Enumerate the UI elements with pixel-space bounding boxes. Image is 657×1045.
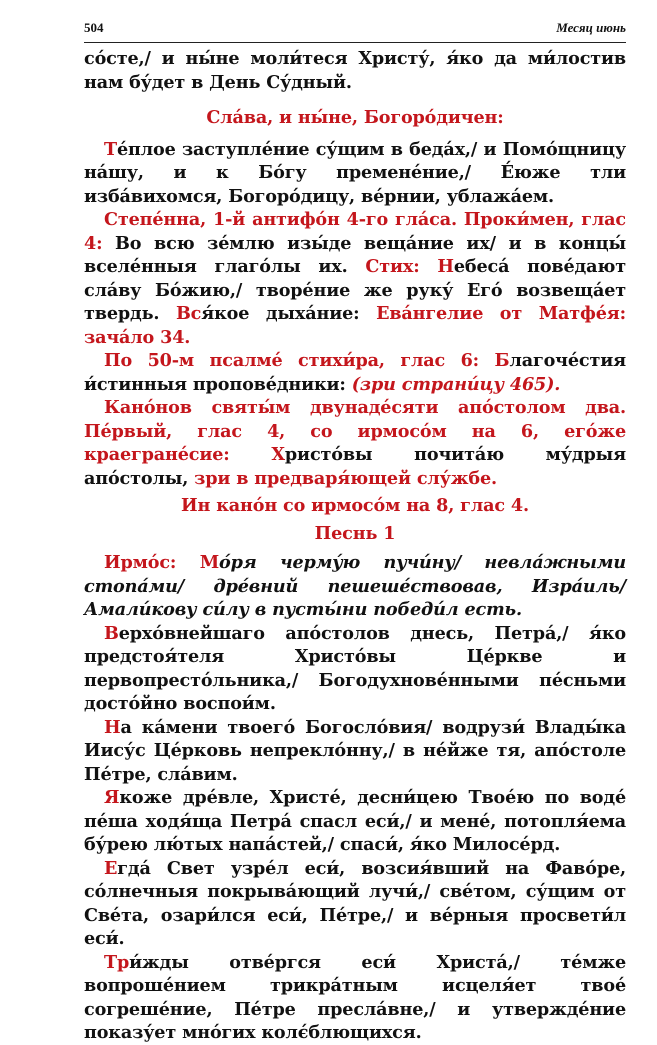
paragraph-irmos: Ирмо́с: Мо́ря черму́ю пучи́ну/ невла́жными стопа́ми/ дре́вний пешеше́ствовав, Изра́иль/ Амали́кову си́лу в пусты́ни победи́л есть. [84, 552, 626, 620]
heading-ode-1: Песнь 1 [314, 522, 396, 544]
paragraph-troparion-4: Егда́ Свет узре́л еси́, возсия́вший на Фаво́ре, со́лнечныя покрыва́ющий лучи́,/ све́том, су́щим от Све́та, озари́лся еси́, Пе́тре,/ и ве́рныя просвети́л еси́. [84, 857, 626, 949]
paragraph-troparion-1: Верхо́внейшаго апо́столов днесь, Петра́,/ я́ко предстоя́теля Христо́вы Це́ркве и первопресто́льника,/ Богодухнове́нными пе́сньми досто́йно воспои́м. [84, 622, 626, 714]
paragraph-troparion-2: На ка́мени твоего́ Богосло́вия/ водрузи́ Влады́ка Иису́с Це́рковь непрекло́нну,/ в не́йже тя, апо́столе Пе́тре, сла́вим. [84, 716, 626, 785]
paragraph-troparion-5: Три́жды отве́ргся еси́ Христа́,/ те́мже вопроше́нием трикра́тным исцеля́ет твое́ согреше́ние, Пе́тре пресла́вне,/ и утвержде́ние показу́ет мно́гих колє́блющихся. [84, 951, 626, 1043]
page-number: 504 [84, 20, 104, 35]
paragraph-prokimen: Степе́нна, 1-й антифо́н 4-го гла́са. Проки́мен, глас 4: Во всю зе́млю изы́де веща́ние их/ и в концы́ вселе́нныя глаго́лы их. Стих: Небеса́ пове́дают сла́ву Бо́жию,/ творе́ние же руку́ Его́ возвеща́ет твердь. Вся́кое дыха́ние: Ева́нгелие от Матфе́я: зача́ло 34. [84, 209, 626, 348]
paragraph-troparion-3: Якоже дре́вле, Христе́, десни́цею Твое́ю по воде́ пе́ша ходя́ща Петра́ спасл еси́,/ и мене́, потопля́ема бу́рею лю́тых напа́стей,/ спаси́, я́ко Милосе́рд. [84, 787, 626, 855]
page [84, 20, 626, 1045]
paragraph-canons: Кано́нов святы́м двунаде́сяти апо́столом два. Пе́рвый, глас 4, со ирмосо́м на 6, его́же краегране́сие: Христо́вы почита́ю му́дрыя апо́столы, зри в предваря́ющей слу́жбе. [84, 397, 626, 489]
heading-other-canon: Ин кано́н со ирмосо́м на 8, глас 4. [181, 495, 529, 516]
running-title: Месяц июнь [556, 20, 626, 35]
paragraph-1: со́сте,/ и ны́не моли́теся Христу́, я́ко да ми́лостив нам бу́дет в День Су́дный. [84, 48, 626, 93]
paragraph-theotokion: Те́плое заступле́ние су́щим в беда́х,/ и Помо́щницу на́шу, и к Бо́гу премене́ние,/ Е́юже тли изба́вихомся, Богоро́дицу, ве́рнии, ублажа́ем. [84, 138, 626, 207]
paragraph-stichera: По 50-м псалме́ стихи́ра, глас 6: Благоче́стия и́стинныя пропове́дники: (зри страни́цу 465). [84, 350, 626, 395]
heading-slava: Сла́ва, и ны́не, Богоро́дичен: [206, 107, 504, 128]
running-header [84, 20, 626, 43]
body-text [84, 47, 626, 1045]
